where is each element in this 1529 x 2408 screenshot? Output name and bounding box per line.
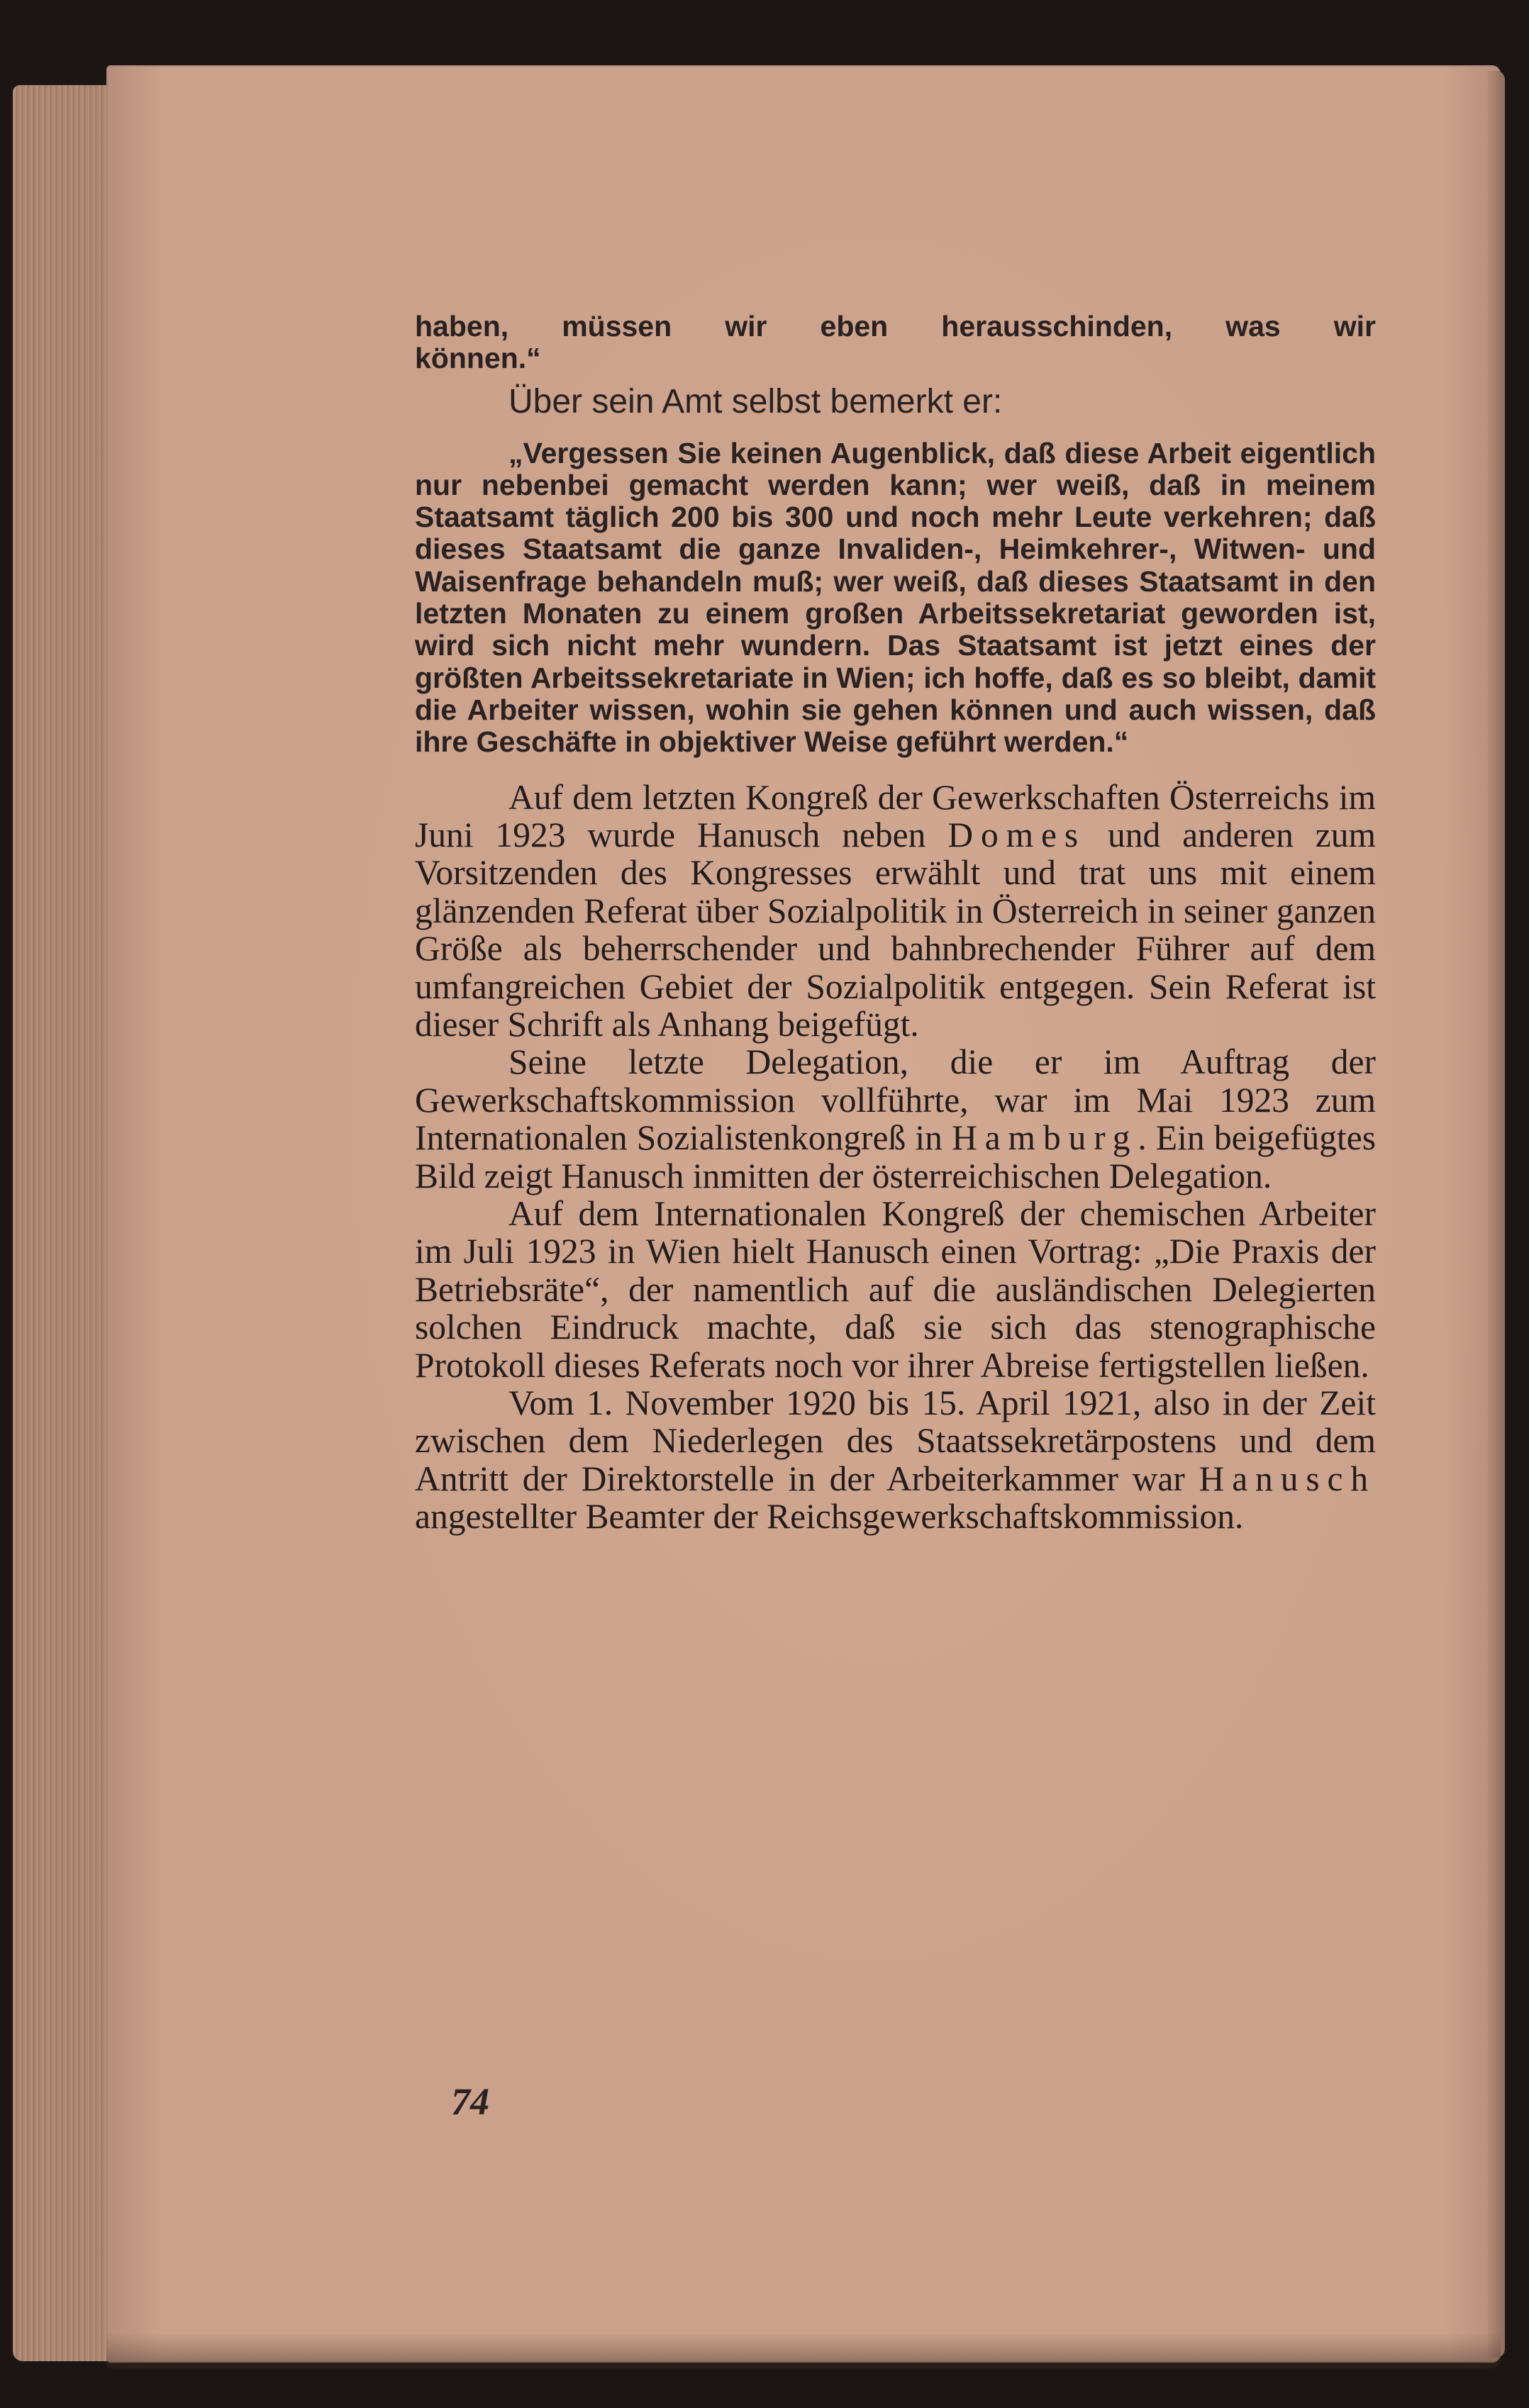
paragraph-3: Auf dem Internationalen Kongreß der chemischen Arbeiter im Juli 1923 in Wien hielt Hanusch einen Vortrag: „Die Praxis der Betriebsräte“, der namentlich auf die ausländischen Delegierten solchen Eindruck machte, daß sie sich das stenographische Protokoll dieses Referats noch vor ihrer Abreise fertigstellen ließen. <box>415 1194 1376 1385</box>
paragraph-2 <box>415 1043 1376 1195</box>
opening-line-1 <box>415 311 1376 342</box>
paragraph-1-name: Domes <box>947 815 1086 854</box>
paragraph-4-after: angestellter Beamter der Reichsgewerkschaftskommission. <box>415 1497 1244 1537</box>
paragraph-1-after: und anderen zum Vorsitzenden des Kongresses erwählt und trat uns mit einem glänzenden Referat über Sozialpolitik in Österreich in seiner ganzen Größe als beherrschender und bahnbrechender Führer auf dem umfangreichen Gebiet der Sozialpolitik entgegen. Sein Referat ist dieser Schrift als Anhang beigefügt. <box>415 815 1376 1044</box>
paragraph-1-before: Auf dem letzten Kongreß der Gewerkschaften Österreichs im Juni 1923 wurde Hanusch neben <box>415 777 1376 854</box>
opening-line-1-text: haben, müssen wir eben herausschinden, was wir <box>415 310 1376 342</box>
paragraph-1 <box>415 779 1376 1044</box>
paragraph-4-name: Hanusch <box>1199 1459 1376 1498</box>
paragraph-2-before: Seine letzte Delegation, die er im Auftrag der Gewerkschaftskommission vollführte, war im Mai 1923 zum Internationalen Sozialistenkongreß in <box>415 1042 1376 1158</box>
page-bottom-shadow <box>106 2333 1501 2368</box>
book-page-edges <box>13 85 119 2361</box>
opening-line-2 <box>415 342 1376 374</box>
page-right-edge <box>1488 71 1505 2358</box>
page-number: 74 <box>451 2080 489 2123</box>
opening-line-2-text: können.“ <box>415 342 541 375</box>
quote-paragraph: „Vergessen Sie keinen Augenblick, daß diese Arbeit eigentlich nur nebenbei gemacht werden kann; wer weiß, daß in meinem Staatsamt täglich 200 bis 300 und noch mehr Leute verkehren; daß dieses Staatsamt die ganze Invaliden-, Heimkehrer-, Witwen- und Waisenfrage behandeln muß; wer weiß, daß dieses Staatsamt in den letzten Monaten zu einem großen Arbeitssekretariat geworden ist, wird sich nicht mehr wundern. Das Staatsamt ist jetzt eines der größten Arbeitssekretariate in Wien; ich hoffe, daß es so bleibt, damit die Arbeiter wissen, wohin sie gehen können und auch wissen, daß ihre Geschäfte in objektiver Weise geführt werden.“ <box>415 436 1376 759</box>
section-heading: Über sein Amt selbst bemerkt er: <box>508 382 1003 420</box>
paragraph-4-before: Vom 1. November 1920 bis 15. April 1921, also in der Zeit zwischen dem Niederlegen des Staatssekretärpostens und dem Antritt der Direktorstelle in der Arbeiterkammer war <box>415 1383 1376 1498</box>
paragraph-2-name: Hamburg <box>952 1118 1138 1158</box>
paragraph-4 <box>415 1384 1376 1536</box>
page-text-block <box>415 311 1376 1536</box>
paragraph-2-after: . Ein beigefügtes Bild zeigt Hanusch inmitten der österreichischen Delegation. <box>415 1118 1376 1195</box>
